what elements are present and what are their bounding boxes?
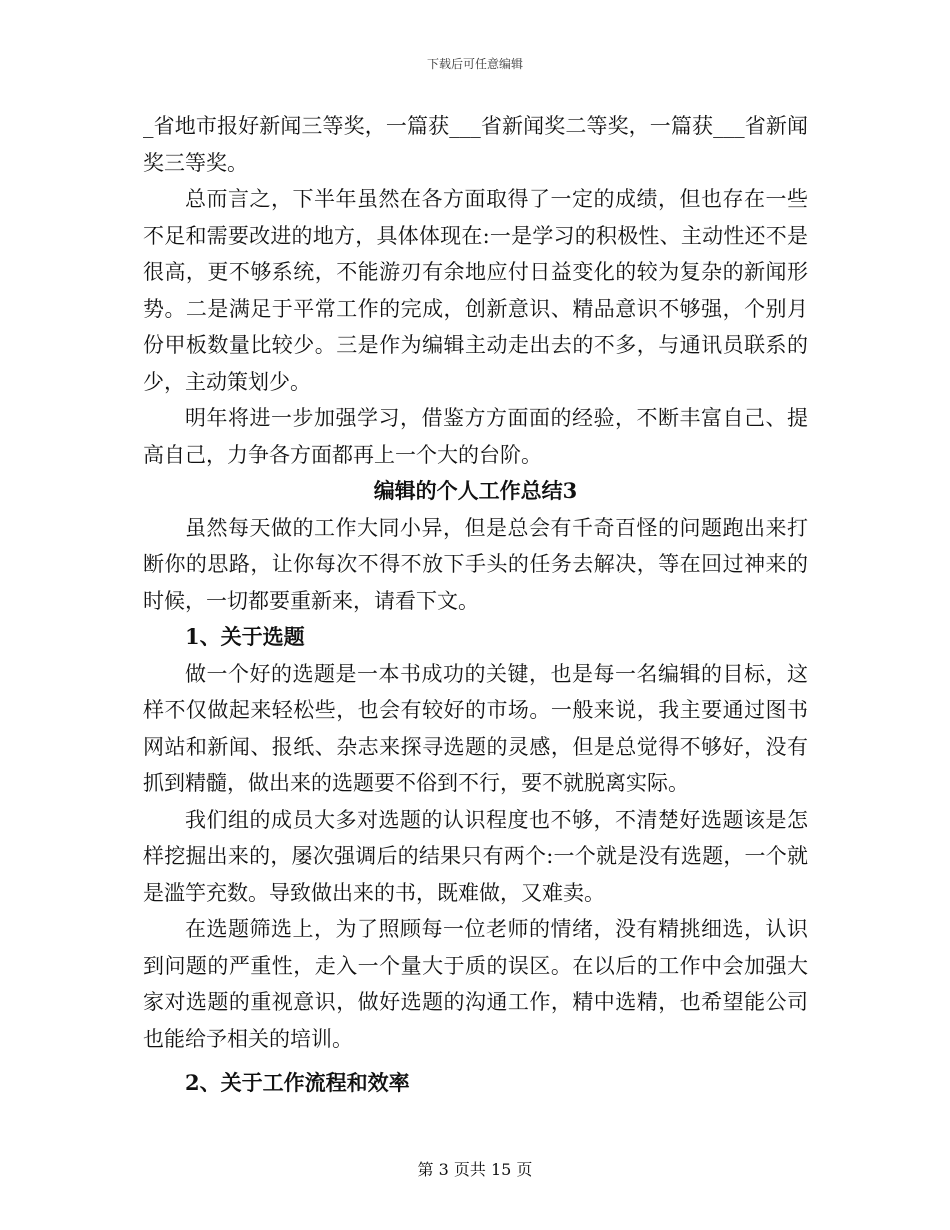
paragraph-summary: 总而言之，下半年虽然在各方面取得了一定的成绩，但也存在一些不足和需要改进的地方，具体体现在:一是学习的积极性、主动性还不是很高，更不够系统，不能游刃有余地应付日益变化的较为复杂的新闻形势。二是满足于平常工作的完成，创新意识、精品意识不够强，个别月份甲板数量比较少。三是作为编辑主动走出去的不多，与通讯员联系的少，主动策划少。 bbox=[143, 187, 808, 394]
paragraph-topic-3: 在选题筛选上，为了照顾每一位老师的情绪，没有精挑细选，认识到问题的严重性，走入一个量大于质的误区。在以后的工作中会加强大家对选题的重视意识，做好选题的沟通工作，精中选精，也希望能公司也能给予相关的培训。 bbox=[143, 917, 808, 1051]
page-footer: 第 3 页共 15 页 bbox=[417, 1160, 533, 1179]
heading-workflow: 2、关于工作流程和效率 bbox=[185, 1070, 410, 1095]
page-header: 下载后可任意编辑 bbox=[426, 57, 523, 71]
paragraph-next-year: 明年将进一步加强学习，借鉴方方面面的经验，不断丰富自己、提高自己，力争各方面都再上一个大的台阶。 bbox=[143, 406, 808, 467]
heading-topic-selection: 1、关于选题 bbox=[185, 624, 305, 649]
paragraph-topic-1: 做一个好的选题是一本书成功的关键，也是每一名编辑的目标，这样不仅做起来轻松些，也会有较好的市场。一般来说，我主要通过图书网站和新闻、报纸、杂志来探寻选题的灵感，但是总觉得不够好，没有抓到精髓，做出来的选题要不俗到不行，要不就脱离实际。 bbox=[143, 661, 808, 795]
document-body bbox=[143, 108, 808, 1102]
paragraph-topic-2: 我们组的成员大多对选题的认识程度也不够，不清楚好选题该是怎样挖掘出来的，屡次强调后的结果只有两个:一个就是没有选题，一个就是滥竽充数。导致做出来的书，既难做，又难卖。 bbox=[143, 807, 808, 905]
paragraph-intro: 虽然每天做的工作大同小异，但是总会有千奇百怪的问题跑出来打断你的思路，让你每次不得不放下手头的任务去解决，等在回过神来的时候，一切都要重新来，请看下文。 bbox=[143, 515, 808, 613]
section-title: 编辑的个人工作总结3 bbox=[373, 478, 578, 503]
paragraph-continuation: _省地市报好新闻三等奖，一篇获___省新闻奖二等奖，一篇获___省新闻奖三等奖。 bbox=[143, 114, 808, 175]
